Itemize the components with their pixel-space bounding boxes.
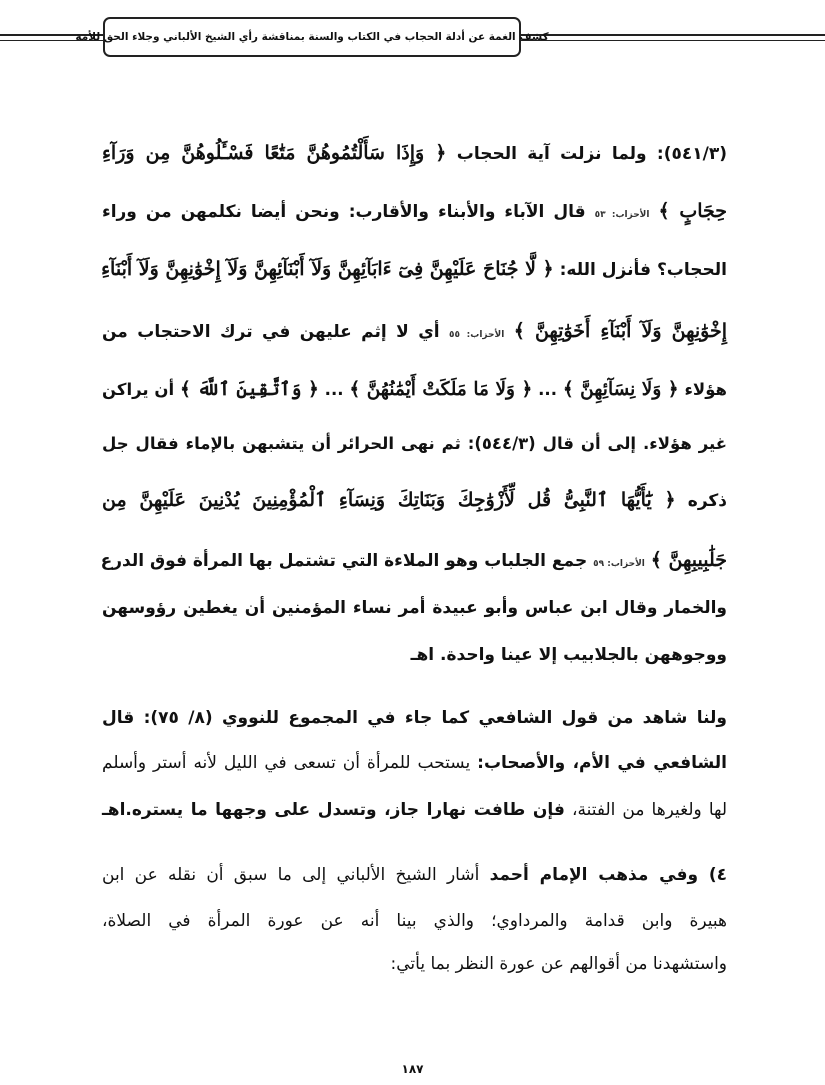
para1-line10 bbox=[102, 642, 727, 668]
verse-reference: الأحزاب: ٥٣ bbox=[594, 210, 650, 220]
para3-line2 bbox=[102, 908, 727, 934]
text-run: ووجوههن بالجلابيب إلا عينا واحدة. اهـ bbox=[410, 645, 727, 665]
text-run: الحجاب؟ فأنزل الله: bbox=[559, 260, 727, 280]
text-run: هبيرة وابن قدامة والمرداوي؛ والذي بينا أنه عن عورة المرأة في الصلاة، bbox=[102, 911, 727, 931]
para2-line2 bbox=[102, 750, 727, 776]
quran-verse: ﴿ وَلَا مَا مَلَكَتْ أَيْمَٰنُهُنَّ ﴾ bbox=[349, 379, 533, 400]
text-run: لها ولغيرها من الفتنة، bbox=[571, 800, 728, 820]
text-run-bold: فإن طافت نهارا جاز، وتسدل على وجهها ما يستره.اهـ bbox=[102, 800, 565, 820]
running-header-title: كشف الغمة عن أدلة الحجاب في الكتاب والسنة بمناقشة رأي الشيخ الألباني وجلاء الحق للأمة bbox=[75, 31, 549, 43]
para1-line2 bbox=[102, 198, 727, 228]
text-run: يستحب للمرأة أن تسعى في الليل لأنه أستر وأسلم bbox=[102, 753, 471, 773]
para3-line1 bbox=[102, 862, 727, 888]
quran-verse: ﴿ وَلَا نِسَآئِهِنَّ ﴾ bbox=[562, 379, 679, 400]
text-run: أشار الشيخ الألباني إلى ما سبق أن نقله عن ابن bbox=[102, 865, 480, 885]
text-run: هؤلاء bbox=[684, 380, 727, 399]
quran-verse: جَلَٰبِيبِهِنَّ ﴾ bbox=[650, 549, 727, 571]
para3-line3 bbox=[102, 951, 727, 977]
para1-line3 bbox=[102, 256, 727, 283]
para1-line9 bbox=[102, 595, 727, 621]
quran-verse: حِجَابٍ ﴾ bbox=[658, 200, 728, 222]
para1-line5 bbox=[102, 377, 727, 403]
text-run: قال الآباء والأبناء والأقارب: ونحن أيضا نكلمهن من وراء bbox=[102, 202, 586, 222]
verse-reference: الأحزاب: ٥٥ bbox=[449, 330, 505, 340]
ellipsis: ... bbox=[538, 380, 557, 399]
text-run-bold: ٤) وفي مذهب الإمام أحمد bbox=[489, 865, 727, 885]
text-run-bold: الشافعي في الأم، والأصحاب: bbox=[477, 753, 728, 773]
text-run: أن يراكن bbox=[102, 380, 175, 399]
text-run: واستشهدنا من أقوالهم عن عورة النظر بما يأتي: bbox=[390, 954, 727, 974]
ellipsis: ... bbox=[324, 380, 344, 399]
text-run: والخمار وقال ابن عباس وأبو عبيدة أمر نساء المؤمنين أن يغطين رؤوسهن bbox=[102, 598, 727, 618]
text-run: أي لا إثم عليهن في ترك الاحتجاب من bbox=[102, 322, 440, 342]
text-run: غير هؤلاء. إلى أن قال (٥٤٤/٣): ثم نهى الحرائر أن يتشبهن بالإماء فقال جل bbox=[102, 434, 727, 453]
para1-line4 bbox=[102, 318, 727, 348]
text-run: ذكره bbox=[687, 491, 728, 511]
quran-verse: ﴿ وَإِذَا سَأَلْتُمُوهُنَّ مَتَٰعًا فَسْـَٔلُوهُنَّ مِن وَرَآءِ bbox=[102, 142, 447, 164]
verse-reference: الأحزاب: ٥٩ bbox=[593, 559, 645, 569]
text-run: (٥٤١/٣): ولما نزلت آية الحجاب bbox=[456, 144, 727, 164]
para2-line1 bbox=[102, 705, 727, 731]
running-header bbox=[75, 17, 549, 57]
para2-line3 bbox=[102, 797, 727, 823]
text-run: ولنا شاهد من قول الشافعي كما جاء في المجموع للنووي (٨/ ٧٥): قال bbox=[102, 708, 727, 728]
text-run: جمع الجلباب وهو الملاءة التي تشتمل بها المرأة فوق الدرع bbox=[100, 551, 588, 571]
para1-line1 bbox=[102, 140, 727, 167]
para1-line8 bbox=[102, 547, 727, 577]
para1-line6 bbox=[102, 431, 727, 457]
quran-verse: ﴿ وَٱتَّقِينَ ٱللَّهَ ﴾ bbox=[179, 379, 319, 400]
quran-verse: إِخْوَٰنِهِنَّ وَلَآ أَبْنَآءِ أَخَوَٰتِهِنَّ ﴾ bbox=[513, 320, 728, 342]
quran-verse: ﴿ يَٰٓأَيُّهَا ٱلنَّبِىُّ قُل لِّأَزْوَٰجِكَ وَبَنَاتِكَ وَنِسَآءِ ٱلْمُؤْمِنِينَ يُدْنِينَ عَلَيْهِنَّ مِن bbox=[102, 489, 676, 511]
quran-verse: ﴿ لَّا جُنَاحَ عَلَيْهِنَّ فِىٓ ءَابَآئِهِنَّ وَلَآ أَبْنَآئِهِنَّ وَلَآ إِخْوَٰنِهِنَّ وَلَآ أَبْنَآءِ bbox=[101, 258, 554, 280]
para1-line7 bbox=[102, 487, 727, 514]
page-number: ١٨٧ bbox=[401, 1062, 424, 1076]
